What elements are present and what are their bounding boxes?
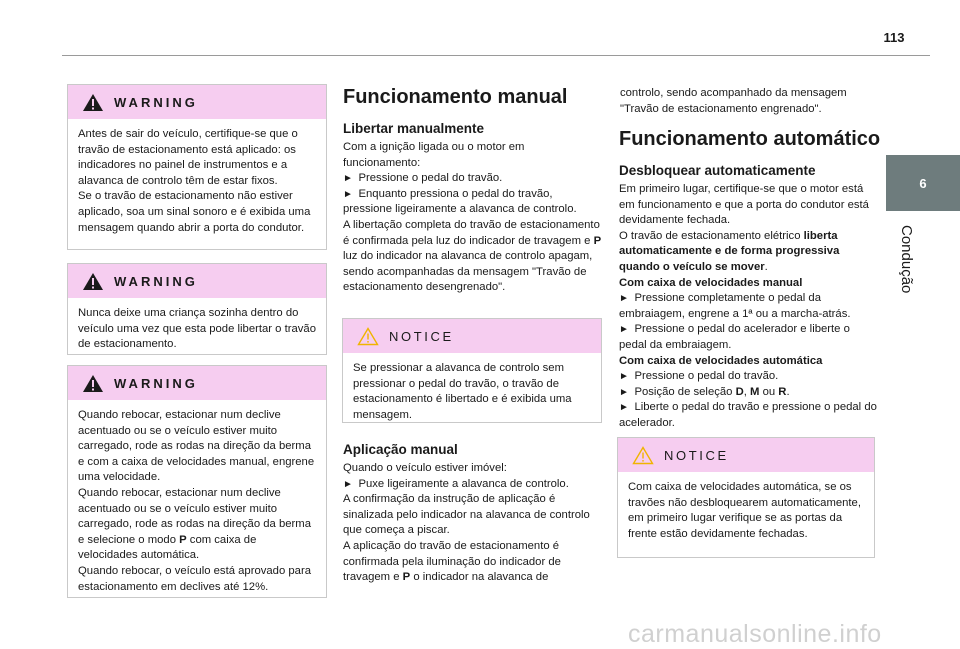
warning-header (68, 85, 326, 119)
unlock-text (619, 182, 879, 432)
watermark: carmanualsonline.info (628, 620, 882, 648)
bullet-item (619, 385, 879, 401)
text-run: O travão de estacionamento elétrico (619, 229, 804, 242)
bullet-item: ► Puxe ligeiramente a alavanca de controlo. (343, 477, 603, 493)
bullet-item: ► Pressione o pedal do travão. (619, 369, 879, 385)
text-run: com caixa de velocidades automática. (78, 533, 257, 562)
subheading-automatic-gearbox: Com caixa de velocidades automática (619, 354, 823, 367)
text-run: . (764, 260, 768, 273)
notice-box-1 (342, 318, 602, 423)
heading-apply: Aplicação manual (343, 442, 458, 457)
bullet-item: ► Liberte o pedal do travão e pressione o pedal do acelerador. (619, 400, 879, 431)
notice-header (618, 438, 874, 472)
paragraph: A confirmação da instrução de aplicação é sinalizada pelo indicador na alavanca de controlo que começa a piscar. (343, 493, 590, 537)
chapter-tab[interactable]: 6 (886, 155, 960, 211)
warning-paragraph: Quando rebocar, estacionar num declive acentuado ou se o veículo estiver muito carregado, rode as rodas na direção da berma e com a caixa de velocidades manual, engrene uma velocidade. (78, 409, 315, 484)
subheading-manual-gearbox: Com caixa de velocidades manual (619, 276, 803, 289)
page-number: 113 (883, 30, 905, 45)
mode-d: D (735, 385, 744, 398)
notice-icon (357, 327, 379, 346)
text-run: luz do indicador na alavanca de controlo apagam, sendo acompanhadas da mensagem "Travão de estacionamento desengrenado". (343, 250, 593, 294)
text-run: A libertação completa do travão de estacionamento é confirmada pela luz do indicador de travagem e (343, 218, 600, 247)
notice-label: NOTICE (664, 447, 729, 463)
warning-label: WARNING (114, 94, 198, 110)
notice-icon (632, 446, 654, 465)
text-run: A aplicação do travão de estacionamento é confirmada pela iluminação do indicador de travagem e (343, 539, 561, 584)
warning-box-2 (67, 263, 327, 355)
mode-p: P (593, 234, 602, 247)
continued-text: controlo, sendo acompanhado da mensagem "Travão de estacionamento engrenado". (620, 87, 847, 115)
warning-header (68, 264, 326, 298)
warning-icon (82, 374, 104, 393)
notice-header (343, 319, 601, 353)
warning-text (68, 400, 326, 603)
apply-text (343, 461, 603, 586)
warning-icon (82, 272, 104, 291)
paragraph: Em primeiro lugar, certifique-se que o motor está em funcionamento e que a porta do condutor está devidamente fechada. (619, 183, 869, 227)
text-run-bold: liberta automaticamente e de forma progressiva quando o veículo se mover (619, 229, 840, 273)
text-run: Posição de seleção (634, 385, 736, 398)
bullet-item: ► Pressione o pedal do travão. (343, 171, 603, 187)
warning-box-3 (67, 365, 327, 598)
text-run: . (786, 385, 790, 398)
notice-label: NOTICE (389, 328, 454, 344)
mode-r: R (778, 385, 787, 398)
notice-box-2 (617, 437, 875, 558)
paragraph (343, 218, 603, 296)
section-title-automatic: Funcionamento automático (619, 128, 881, 150)
section-title-manual: Funcionamento manual (343, 86, 568, 108)
text-run: o indicador na alavanca de (410, 571, 549, 584)
bullet-item: ► Pressione completamente o pedal da embraiagem, engrene a 1ª ou a marcha-atrás. (619, 291, 879, 322)
notice-text: Com caixa de velocidades automática, se os travões não desbloquearem automaticamente, em primeiro lugar verifique se as portas da frente estão devidamente fechadas. (628, 481, 861, 540)
warning-label: WARNING (114, 273, 198, 289)
bullet-item: ► Enquanto pressiona o pedal do travão, pressione ligeiramente a alavanca de controlo. (343, 187, 603, 218)
warning-paragraph: Antes de sair do veículo, certifique-se que o travão de estacionamento está aplicado: os indicadores no painel de instrumentos e a alavanca de controlo têm de estar fixos. (78, 128, 298, 187)
warning-paragraph: Se o travão de estacionamento não estiver aplicado, soa um sinal sonoro e é exibida uma mensagem quando abrir a porta do condutor. (78, 190, 311, 234)
heading-unlock: Desbloquear automaticamente (619, 163, 816, 178)
warning-paragraph: Quando rebocar, o veículo está aprovado para estacionamento em declives até 12%. (78, 564, 311, 593)
warning-text (68, 119, 326, 244)
heading-release: Libertar manualmente (343, 121, 485, 136)
mode-p: P (179, 533, 187, 546)
warning-text: Nunca deixe uma criança sozinha dentro do veículo uma vez que esta pode libertar o travão de estacionamento. (78, 307, 317, 351)
text-run: ou (759, 385, 779, 398)
warning-label: WARNING (114, 375, 198, 391)
text-run: , (743, 385, 751, 398)
warning-paragraph (78, 486, 316, 564)
header-rule (62, 55, 930, 56)
paragraph: Com a ignição ligada ou o motor em funcionamento: (343, 141, 525, 169)
paragraph (619, 229, 879, 276)
mode-m: M (750, 385, 760, 398)
text-run: Quando rebocar, estacionar num declive acentuado ou se o veículo estiver muito carregado, rode as rodas na direção da berma e selecione o modo (78, 486, 311, 546)
chapter-label: Condução (898, 225, 915, 294)
notice-text: Se pressionar a alavanca de controlo sem pressionar o pedal do travão, o travão de estacionamento é libertado e é exibida uma mensagem. (353, 362, 572, 421)
warning-box-1 (67, 84, 327, 250)
warning-header (68, 366, 326, 400)
release-text (343, 140, 603, 296)
paragraph: Quando o veículo estiver imóvel: (343, 462, 507, 474)
bullet-item: ► Pressione o pedal do acelerador e liberte o pedal da embraiagem. (619, 322, 879, 353)
paragraph (343, 539, 603, 586)
warning-icon (82, 93, 104, 112)
mode-p: P (402, 571, 411, 584)
